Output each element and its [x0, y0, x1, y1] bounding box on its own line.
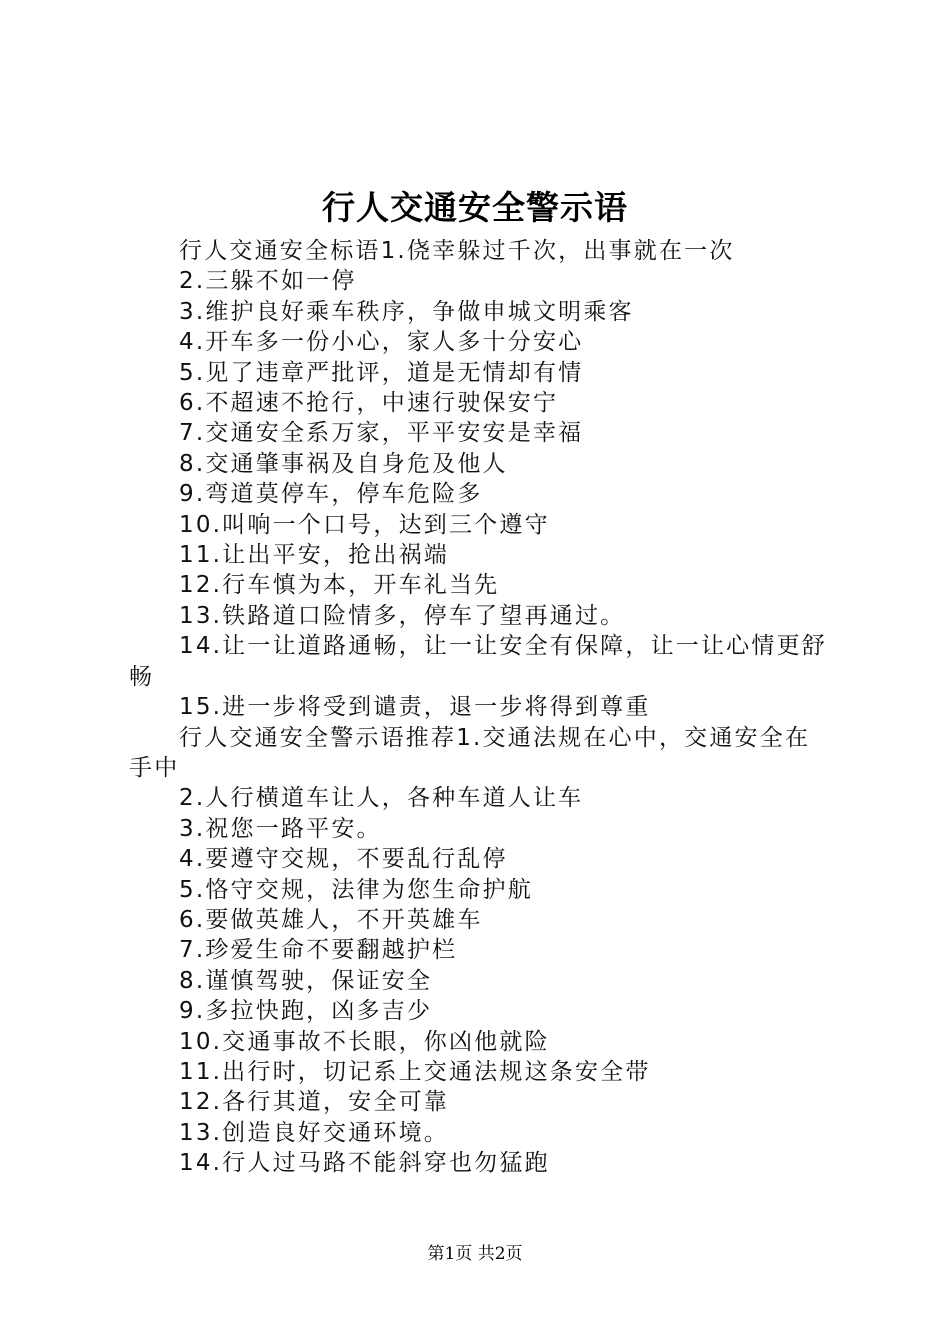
list-item: 5.见了违章严批评，道是无情却有情: [179, 359, 584, 386]
list-item: 2.人行横道车让人，各种车道人让车: [179, 785, 584, 812]
list-item: 11.出行时，切记系上交通法规这条安全带: [179, 1058, 651, 1085]
list-item: 8.交通肇事祸及自身危及他人: [179, 450, 508, 477]
list-item: 15.进一步将受到谴责，退一步将得到尊重: [179, 694, 651, 721]
list-item: 14.行人过马路不能斜穿也勿猛跑: [179, 1150, 550, 1177]
list-item: 行人交通安全标语1.侥幸躲过千次，出事就在一次: [179, 238, 735, 264]
list-item: 7.珍爱生命不要翻越护栏: [179, 937, 458, 964]
document-title: 行人交通安全警示语: [322, 188, 628, 227]
list-item: 4.要遵守交规，不要乱行乱停: [179, 846, 508, 873]
list-item: 8.谨慎驾驶，保证安全: [179, 967, 433, 994]
list-item: 3.祝您一路平安。: [179, 815, 382, 842]
list-item: 13.创造良好交通环境。: [179, 1119, 449, 1146]
list-item: 12.各行其道，安全可靠: [179, 1089, 449, 1116]
list-item: 11.让出平安，抢出祸端: [179, 542, 449, 569]
list-item: 10.叫响一个口号，达到三个遵守: [179, 511, 550, 538]
list-item: 7.交通安全系万家，平平安安是幸福: [179, 420, 584, 447]
list-item: 9.弯道莫停车，停车危险多: [179, 481, 483, 508]
list-item: 9.多拉快跑，凶多吉少: [179, 998, 433, 1025]
list-item: 行人交通安全警示语推荐1.交通法规在心中，交通安全在手中: [129, 724, 811, 781]
list-item: 12.行车慎为本，开车礼当先: [179, 572, 500, 599]
list-item: 5.恪守交规，法律为您生命护航: [179, 876, 533, 903]
list-item: 14.让一让道路通畅，让一让安全有保障，让一让心情更舒畅: [129, 633, 827, 690]
page-number-footer: 第1页 共2页: [427, 1244, 523, 1264]
list-item: 13.铁路道口险情多，停车了望再通过。: [179, 602, 626, 629]
list-item: 6.要做英雄人，不开英雄车: [179, 906, 483, 933]
document-body: [129, 236, 834, 1179]
list-item: 10.交通事故不长眼，你凶他就险: [179, 1028, 550, 1055]
list-item: 3.维护良好乘车秩序，争做申城文明乘客: [179, 298, 634, 325]
list-item: 4.开车多一份小心，家人多十分安心: [179, 329, 584, 356]
list-item: 2.三躲不如一停: [179, 268, 357, 295]
list-item: 6.不超速不抢行，中速行驶保安宁: [179, 390, 559, 417]
